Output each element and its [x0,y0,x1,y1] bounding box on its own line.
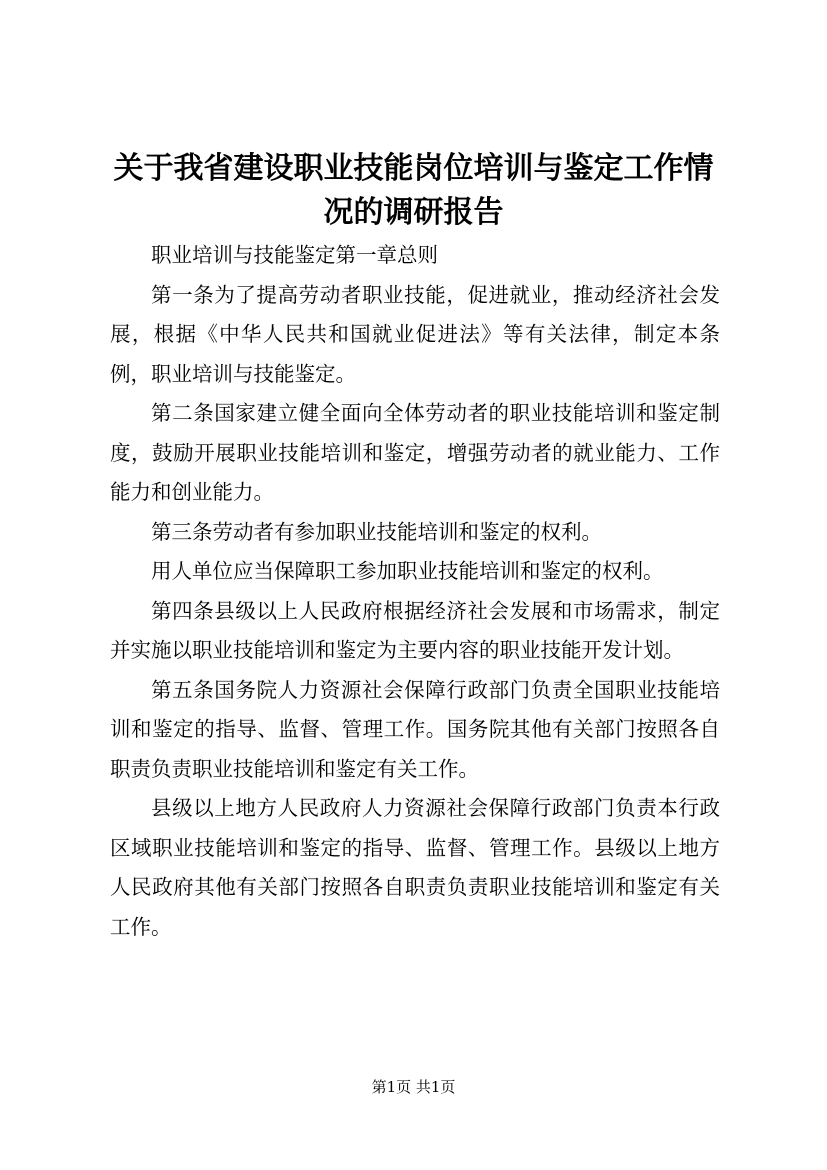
paragraph-article-2: 第二条国家建立健全面向全体劳动者的职业技能培训和鉴定制度，鼓励开展职业技能培训和鉴定，增强劳动者的就业能力、工作能力和创业能力。 [110,401,720,504]
paragraph-chapter-heading: 职业培训与技能鉴定第一章总则 [151,243,438,267]
document-body [110,236,720,947]
paragraph-article-1: 第一条为了提高劳动者职业技能，促进就业，推动经济社会发展，根据《中华人民共和国就业促进法》等有关法律，制定本条例，职业培训与技能鉴定。 [110,282,720,386]
paragraph-article-4: 第四条县级以上人民政府根据经济社会发展和市场需求，制定并实施以职业技能培训和鉴定为主要内容的职业技能开发计划。 [110,598,720,662]
paragraph-article-3: 第三条劳动者有参加职业技能培训和鉴定的权利。 [151,519,602,544]
paragraph-article-5-local: 县级以上地方人民政府人力资源社会保障行政部门负责本行政区域职业技能培训和鉴定的指导、监督、管理工作。县级以上地方人民政府其他有关部门按照各自职责负责职业技能培训和鉴定有关工作。 [110,796,720,939]
page-footer: 第1页 共1页 [371,1078,456,1096]
paragraph-article-5: 第五条国务院人力资源社会保障行政部门负责全国职业技能培训和鉴定的指导、监督、管理工作。国务院其他有关部门按照各自职责负责职业技能培训和鉴定有关工作。 [110,677,720,781]
document-title: 关于我省建设职业技能岗位培训与鉴定工作情况的调研报告 [113,151,714,230]
paragraph-article-3-employer: 用人单位应当保障职工参加职业技能培训和鉴定的权利。 [151,559,664,583]
